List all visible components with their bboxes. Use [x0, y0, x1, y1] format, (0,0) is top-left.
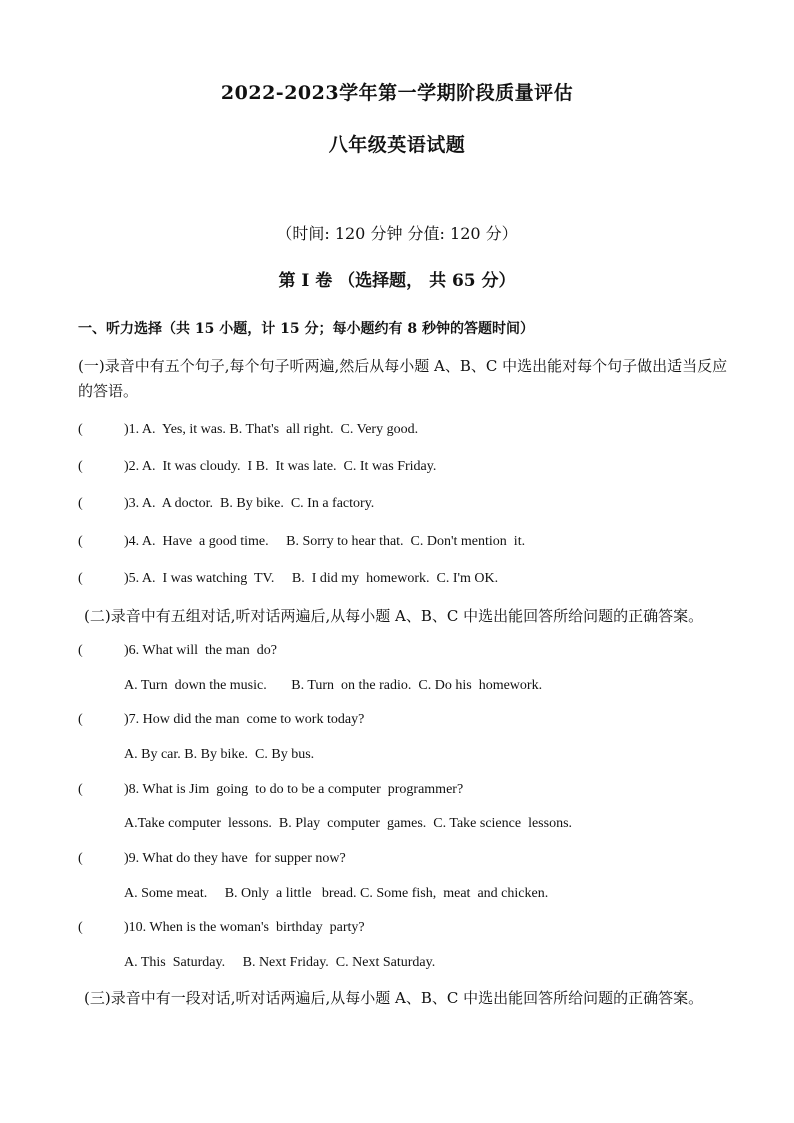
instruction-part-2: (二)录音中有五组对话,听对话两遍后,从每小题 A、B、C 中选出能回答所给问题的正确答案。 — [84, 607, 704, 625]
answer-blank[interactable]: ( — [78, 459, 104, 474]
options-6: A. Turn down the music. B. Turn on the radio. C. Do his homework. — [124, 678, 543, 693]
options-8: A.Take computer lessons. B. Play computer games. C. Take science lessons. — [124, 816, 573, 831]
exam-subtitle: 八年级英语试题 — [328, 134, 466, 156]
instruction-part-1: (一)录音中有五个句子,每个句子听两遍,然后从每小题 A、B、C 中选出能对每个句子做出适当反应的答语。 — [78, 357, 728, 400]
exam-title: 2022-2023学年第一学期阶段质量评估 — [220, 82, 574, 104]
options-7: A. By car. B. By bike. C. By bus. — [124, 747, 315, 762]
question-text: )4. A. Have a good time. B. Sorry to hear that. C. Don't mention it. — [124, 534, 526, 549]
question-7 — [78, 712, 364, 728]
question-text: )1. A. Yes, it was. B. That's all right. C. Very good. — [124, 422, 419, 437]
question-text: )2. A. It was cloudy. I B. It was late. C. It was Friday. — [124, 459, 437, 474]
question-10 — [78, 920, 365, 936]
question-8 — [78, 782, 463, 798]
question-text: )9. What do they have for supper now? — [124, 851, 346, 866]
answer-blank[interactable]: ( — [78, 643, 104, 658]
answer-blank[interactable]: ( — [78, 571, 104, 586]
options-9: A. Some meat. B. Only a little bread. C. Some fish, meat and chicken. — [124, 886, 549, 901]
question-9 — [78, 851, 346, 867]
part-heading: 第 I 卷 （选择题， 共 65 分） — [278, 271, 516, 291]
exam-time-score: （时间: 120 分钟 分值: 120 分） — [276, 224, 518, 243]
question-text: )8. What is Jim going to do to be a computer programmer? — [124, 782, 464, 797]
question-1 — [78, 422, 418, 438]
answer-blank[interactable]: ( — [78, 782, 104, 797]
question-2 — [78, 459, 436, 475]
section-heading-listening: 一、听力选择（共 15 小题，计 15 分；每小题约有 8 秒钟的答题时间） — [78, 321, 534, 337]
answer-blank[interactable]: ( — [78, 422, 104, 437]
question-text: )10. When is the woman's birthday party? — [124, 920, 365, 935]
answer-blank[interactable]: ( — [78, 496, 104, 511]
answer-blank[interactable]: ( — [78, 712, 104, 727]
answer-blank[interactable]: ( — [78, 534, 104, 549]
answer-blank[interactable]: ( — [78, 851, 104, 866]
question-5 — [78, 571, 498, 587]
options-10: A. This Saturday. B. Next Friday. C. Next Saturday. — [124, 955, 436, 970]
question-text: )5. A. I was watching TV. B. I did my homework. C. I'm OK. — [124, 571, 499, 586]
question-6 — [78, 643, 277, 659]
answer-blank[interactable]: ( — [78, 920, 104, 935]
question-text: )7. How did the man come to work today? — [124, 712, 365, 727]
question-4 — [78, 534, 525, 550]
question-text: )6. What will the man do? — [124, 643, 277, 658]
instruction-part-3: (三)录音中有一段对话,听对话两遍后,从每小题 A、B、C 中选出能回答所给问题的正确答案。 — [84, 989, 704, 1007]
question-3 — [78, 496, 374, 512]
question-text: )3. A. A doctor. B. By bike. C. In a factory. — [124, 496, 375, 511]
